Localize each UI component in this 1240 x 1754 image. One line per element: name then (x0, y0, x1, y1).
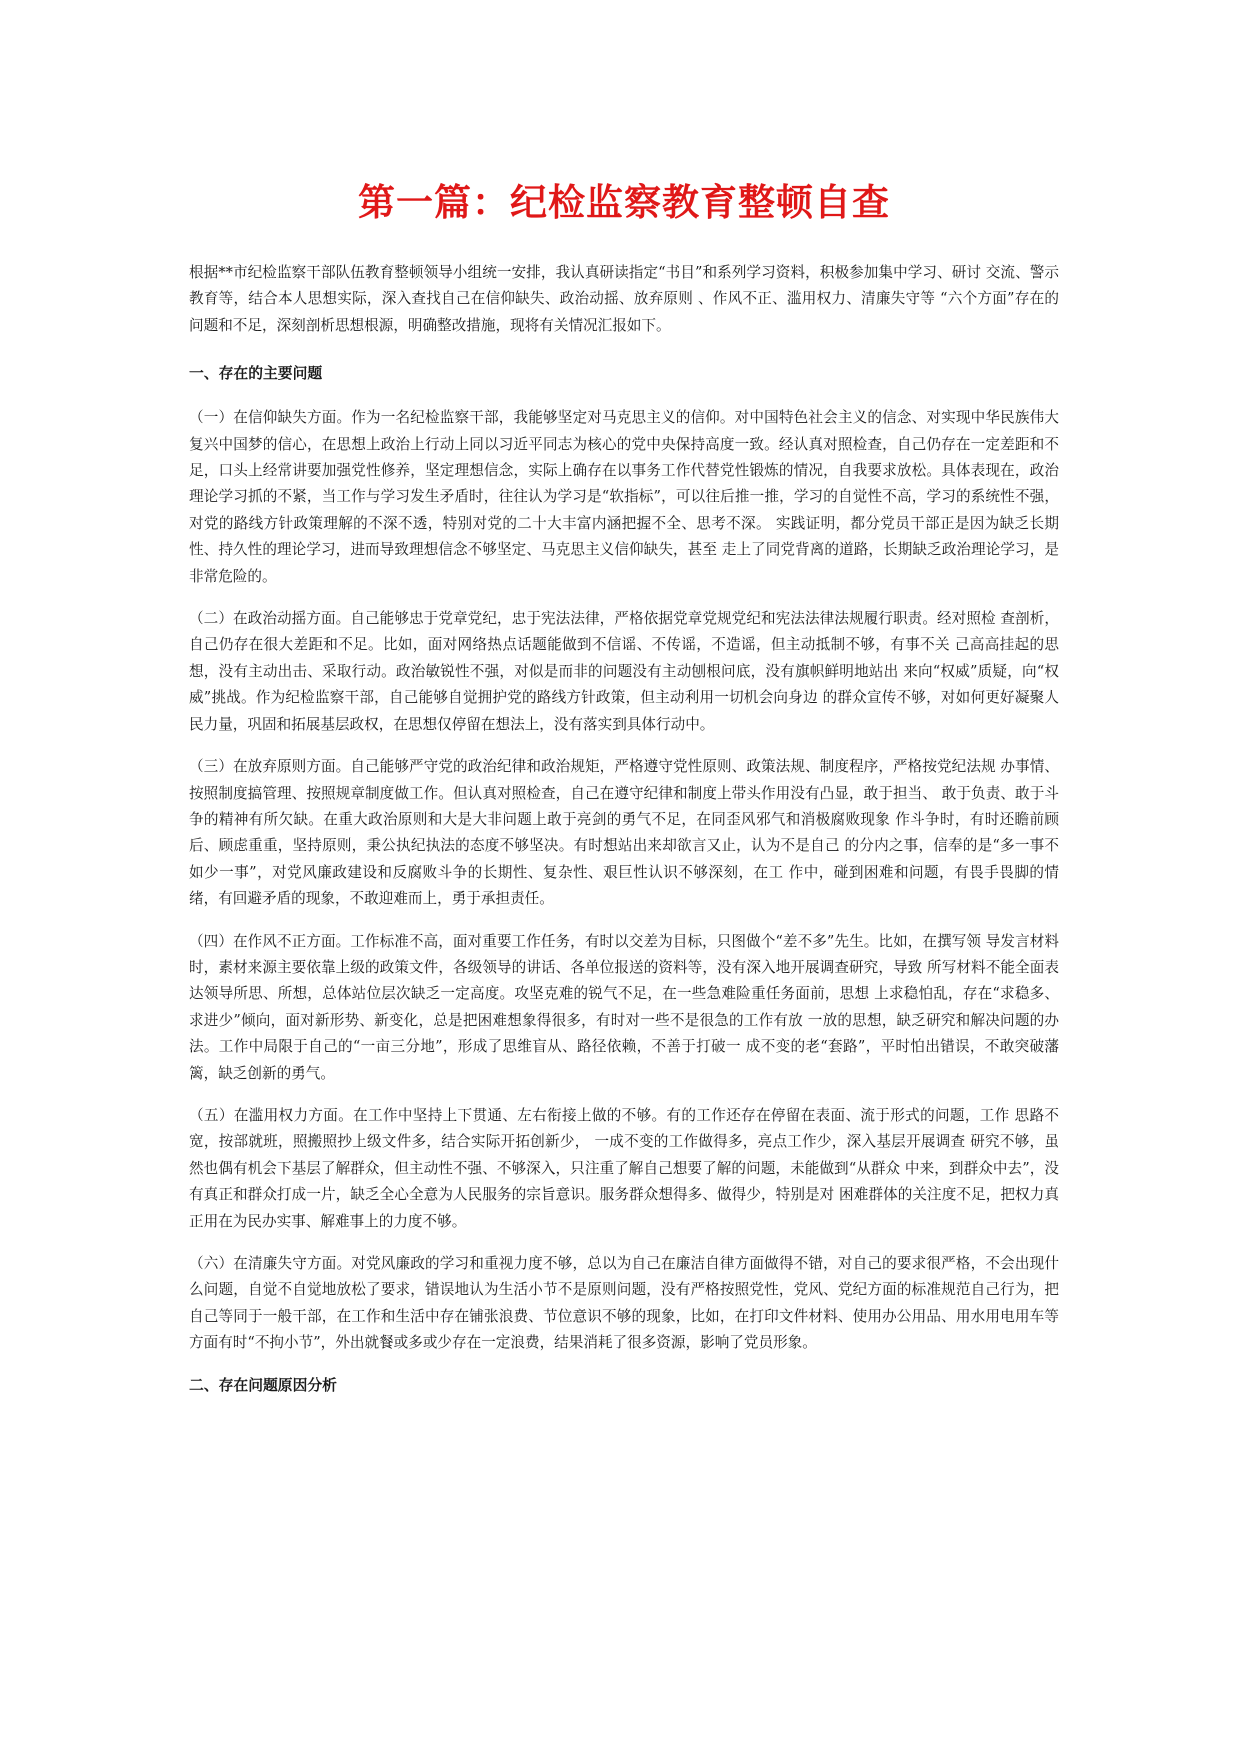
section-heading-cause-analysis: 二、存在问题原因分析 (189, 1376, 337, 1394)
paragraph-faith: （一）在信仰缺失方面。作为一名纪检监察干部，我能够坚定对马克思主义的信仰。对中国特色社会主义的信念、对实现中华民族伟大复兴中国梦的信心，在思想上政治上行动上同以习近平同志为核心的党中央保持高度一致。经认真对照检查，自己仍存在一定差距和不足，口头上经常讲要加强党性修养，坚定理想信念，实际上确存在以事务工作代替党性锻炼的情况，自我要求放松。具体表现在，政治理论学习抓的不紧，当工作与学习发生矛盾时，往往认为学习是“软指标”，可以往后推一推，学习的自觉性不高，学习的系统性不强，对党的路线方针政策理解的不深不透，特别对党的二十大丰富内涵把握不全、思考不深。 实践证明，都分党员干部正是因为缺乏长期性、持久性的理论学习，进而导致理想信念不够坚定、马克思主义信仰缺失，甚至 走上了同党背离的道路，长期缺乏政治理论学习，是非常危险的。 (189, 409, 1059, 585)
document-page (189, 178, 1059, 1417)
intro-paragraph: 根据**市纪检监察干部队伍教育整顿领导小组统一安排，我认真研读指定“书目”和系列学习资料，积极参加集中学习、研讨 交流、警示教育等，结合本人思想实际，深入查找自己在信仰缺失、政治动摇、放弃原则 、作风不正、滥用权力、清廉失守等 “六个方面”存在的问题和不足，深刻剖析思想根源，明确整改措施，现将有关情况汇报如下。 (189, 264, 1059, 334)
section-heading-main-problems: 一、存在的主要问题 (189, 365, 323, 383)
paragraph-power-abuse: （五）在滥用权力方面。在工作中坚持上下贯通、左右衔接上做的不够。有的工作还存在停留在表面、流于形式的问题，工作 思路不宽，按部就班，照搬照抄上级文件多，结合实际开拓创新少， 一成不变的工作做得多，亮点工作少，深入基层开展调查 研究不够，虽然也偶有机会下基层了解群众，但主动性不强、不够深入，只注重了解自己想要了解的问题，未能做到“从群众 中来，到群众中去”，没有真正和群众打成一片，缺乏全心全意为人民服务的宗旨意识。服务群众想得多、做得少，特别是对 困难群体的关注度不足，把权力真正用在为民办实事、解难事上的力度不够。 (189, 1106, 1059, 1230)
document-title: 第一篇：纪检监察教育整顿自查 (358, 180, 890, 224)
paragraph-integrity: （六）在清廉失守方面。对党风廉政的学习和重视力度不够，总以为自己在廉洁自律方面做得不错，对自己的要求很严格，不会出现什么问题，自觉不自觉地放松了要求，错误地认为生活小节不是原则问题，没有严格按照党性，党风、党纪方面的标准规范自己行为，把自己等同于一般干部，在工作和生活中存在铺张浪费、节位意识不够的现象，比如，在打印文件材料、使用办公用品、用水用电用车等方面有时“不拘小节”，外出就餐或多或少存在一定浪费，结果消耗了很多资源，影响了党员形象。 (189, 1255, 1059, 1352)
paragraph-principles: （三）在放弃原则方面。自己能够严守党的政治纪律和政治规矩，严格遵守党性原则、政策法规、制度程序，严格按党纪法规 办事情、按照制度搞管理、按照规章制度做工作。但认真对照检查，自己在遵守纪律和制度上带头作用没有凸显，敢于担当、 敢于负责、敢于斗争的精神有所欠缺。在重大政治原则和大是大非问题上敢于亮剑的勇气不足，在同歪风邪气和消极腐败现象 作斗争时，有时还瞻前顾后、顾虑重重，坚持原则，秉公执纪执法的态度不够坚决。有时想站出来却欲言又止，认为不是自己 的分内之事，信奉的是“多一事不如少一事”，对党风廉政建设和反腐败斗争的长期性、复杂性、艰巨性认识不够深刻，在工 作中，碰到困难和问题，有畏手畏脚的情绪，有回避矛盾的现象，不敢迎难而上，勇于承担责任。 (189, 758, 1059, 908)
paragraph-work-style: （四）在作风不正方面。工作标准不高，面对重要工作任务，有时以交差为目标，只图做个“差不多”先生。比如，在撰写领 导发言材料时，素材来源主要依靠上级的政策文件，各级领导的讲话、各单位报送的资料等，没有深入地开展调查研究，导致 所写材料不能全面表达领导所思、所想，总体站位层次缺乏一定高度。攻坚克难的锐气不足，在一些急难险重任务面前，思想 上求稳怕乱，存在“求稳多、求进少”倾向，面对新形势、新变化，总是把困难想象得很多，有时对一些不是很急的工作有放 一放的思想，缺乏研究和解决问题的办法。工作中局限于自己的“一亩三分地”，形成了思维盲从、路径依赖，不善于打破一 成不变的老“套路”，平时怕出错误，不敢突破藩篱，缺乏创新的勇气。 (189, 932, 1059, 1082)
paragraph-politics: （二）在政治动摇方面。自己能够忠于党章党纪，忠于宪法法律，严格依据党章党规党纪和宪法法律法规履行职责。经对照检 查剖析，自己仍存在很大差距和不足。比如，面对网络热点话题能做到不信谣、不传谣，不造谣，但主动抵制不够，有事不关 己高高挂起的思想，没有主动出击、采取行动。政治敏锐性不强，对似是而非的问题没有主动刨根问底，没有旗帜鲜明地站出 来向“权威”质疑，向“权威”挑战。作为纪检监察干部，自己能够自觉拥护党的路线方针政策，但主动利用一切机会向身边 的群众宣传不够，对如何更好凝聚人民力量，巩固和拓展基层政权，在思想仅停留在想法上，没有落实到具体行动中。 (189, 610, 1059, 733)
